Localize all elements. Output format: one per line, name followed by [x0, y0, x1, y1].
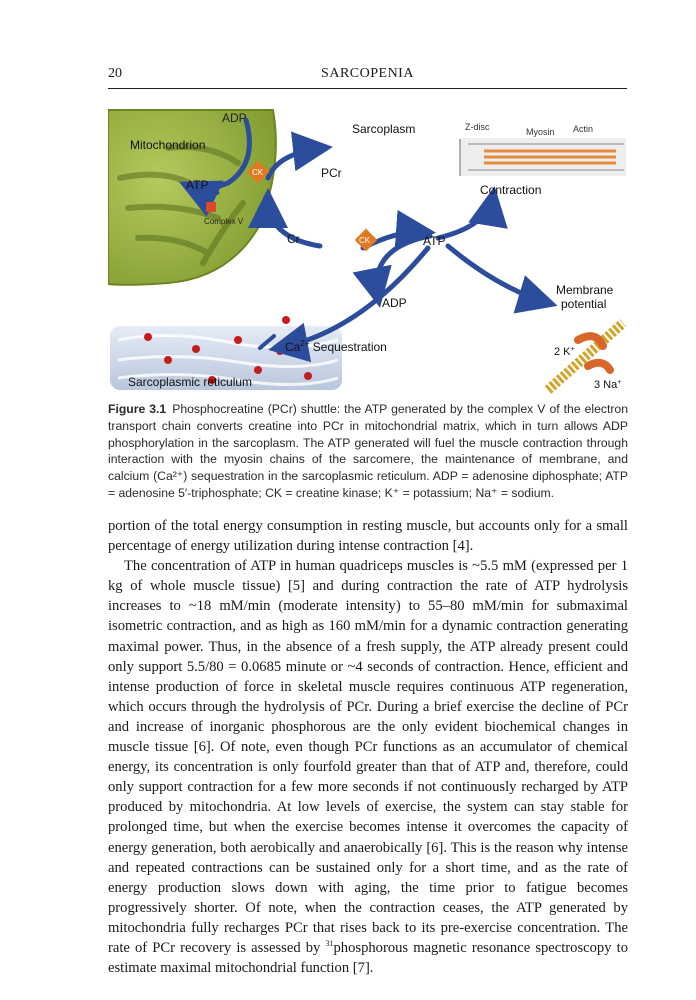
- label-ck-left: CK: [252, 168, 264, 177]
- label-myosin: Myosin: [526, 127, 555, 137]
- pcr-shuttle-diagram: [108, 108, 628, 398]
- paragraph-2: The concentration of ATP in human quadriceps muscles is ~5.5 mM (expressed per 1 kg of whole muscle tissue) [5] and during contraction the rate of ATP hydrolysis increases to ~18 mM/min (moderate intensity) to 55–80 mM/min for submaximal isometric contraction, and as high as 160 mM/min for a dynamic contraction generating maximal power. Thus, in the absence of a fresh supply, the ATP already present could only support 5.5/80 = 0.0685 minute or ~4 seconds of contraction. Hence, efficient and intense production of force in skeletal muscle requires continuous ATP regeneration, which occurs through the hydrolysis of PCr. During a brief exercise the decline of PCr and increase of inorganic phosphorous are the only evident biochemical changes in muscle tissue [6]. Of note, even though PCr functions as an accumulator of chemical energy, its concentration is only fourfold greater than that of ATP and, therefore, could only support contraction for a few more seconds if not continuously recharged by ATP produced by mitochondria. At low levels of exercise, the system can stay stable for prolonged time, but when the exercise becomes intense it overcomes the capacity of energy generation, both aerobically and anaerobically [6]. This is the reason why intense and repeated contractions can be sustained only for a short time, and as the rate of energy production slows down with aging, the time prior to fatigue becomes progressively shorter. Of note, when the contraction ceases, the ATP generated by mitochondria fully recharges PCr that rises back to its pre-exercise concentration. The rate of PCr recovery is assessed by $^{31}$phosphorous magnetic resonance spectroscopy to estimate maximal mitochondrial function [7].: [108, 558, 628, 977]
- label-sarcoplasm: Sarcoplasm: [352, 122, 416, 136]
- label-ck-center: CK: [359, 236, 371, 245]
- caption-text: Phosphocreatine (PCr) shuttle: the ATP generated by the complex V of the electron transport chain converts creatine into PCr in mitochondrial matrix, which in turn allows ADP phosphorylation in the sarcoplasm. The ATP generated will fuel the muscle contraction through interaction with the myosin chains of the sarcomere, the maintenance of membrane, and calcium (Ca²⁺) sequestration in the sarcoplasmic reticulum. ADP = adenosine diphosphate; ATP = adenosine 5′-triphosphate; CK = creatine kinase; K⁺ = potassium; Na⁺ = sodium.: [108, 402, 628, 500]
- figure-3-1: [108, 108, 628, 398]
- label-mitochondrion: Mitochondrion: [130, 138, 206, 152]
- label-complex-v: Complex V: [204, 217, 244, 226]
- label-atp-center: ATP: [423, 234, 446, 248]
- label-contraction: Contraction: [480, 183, 542, 197]
- page-header: [108, 66, 627, 89]
- figure-caption: [108, 401, 628, 502]
- paragraph-1: portion of the total energy consumption in resting muscle, but accounts only for a small percentage of energy utilization during intense contraction [4].: [108, 518, 628, 555]
- complex-v-shape: [206, 202, 216, 212]
- label-ca-sequestration: $Ca^{2+}$ Sequestration: [285, 339, 387, 354]
- label-pcr: PCr: [321, 166, 342, 180]
- label-cr: Cr: [287, 232, 300, 246]
- label-k: 2 K+: [554, 346, 575, 358]
- label-z-disc: Z-disc: [465, 122, 490, 132]
- figure-label: Figure 3.1: [108, 402, 167, 416]
- label-sarcoplasmic-reticulum: Sarcoplasmic reticulum: [128, 375, 253, 389]
- page-number: 20: [108, 66, 122, 81]
- label-atp-left: ATP: [186, 178, 209, 192]
- running-head: SARCOPENIA: [321, 66, 414, 81]
- label-adp-bottom: ADP: [382, 296, 407, 310]
- label-actin: Actin: [573, 124, 594, 134]
- label-adp-top: ADP: [222, 111, 247, 125]
- body-text: [108, 516, 628, 978]
- label-na: 3 Na+: [594, 379, 622, 391]
- label-membrane-line2: potential: [561, 297, 607, 311]
- label-membrane-line1: Membrane: [556, 283, 614, 297]
- sarcomere-shape: [460, 138, 626, 176]
